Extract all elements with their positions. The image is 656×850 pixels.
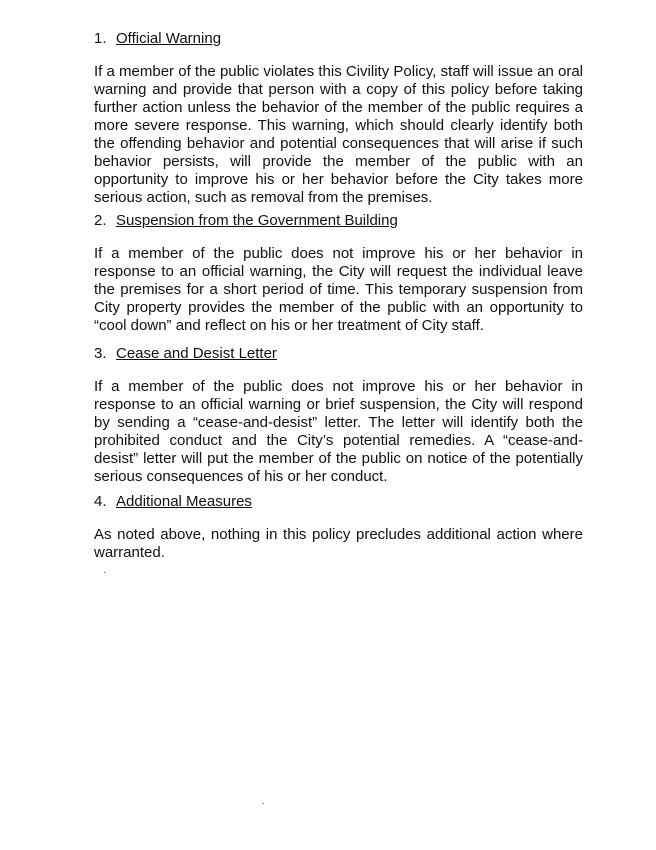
- section-number: 4.: [94, 493, 107, 510]
- section-number: 1.: [94, 30, 107, 47]
- section-suspension: [94, 212, 583, 335]
- scan-speck: [262, 803, 264, 804]
- section-heading: [94, 345, 583, 363]
- section-heading: [94, 493, 583, 511]
- scan-speck: [104, 572, 106, 573]
- section-title: Cease and Desist Letter: [116, 345, 277, 362]
- section-body: If a member of the public does not improve his or her behavior in response to an official warning, the City will request the individual leave the premises for a short period of time. This temporary suspension from City property provides the member of the public with an opportunity to “cool down” and reflect on his or her treatment of City staff.: [94, 245, 583, 334]
- section-number: 3.: [94, 345, 107, 362]
- section-heading: [94, 30, 583, 48]
- section-title: Additional Measures: [116, 493, 252, 510]
- section-cease-and-desist: [94, 345, 583, 486]
- section-heading: [94, 212, 583, 230]
- section-additional-measures: [94, 493, 583, 562]
- section-title: Official Warning: [116, 30, 222, 47]
- section-body: If a member of the public does not improve his or her behavior in response to an official warning or brief suspension, the City will respond by sending a “cease-and-desist” letter. The letter will identify both the prohibited conduct and the City’s potential remedies. A “cease-and-desist” letter will put the member of the public on notice of the potentially serious consequences of his or her conduct.: [94, 378, 583, 485]
- section-body: As noted above, nothing in this policy precludes additional action where warranted.: [94, 526, 583, 561]
- section-official-warning: [94, 30, 583, 207]
- section-body: If a member of the public violates this Civility Policy, staff will issue an oral warning and provide that person with a copy of this policy before taking further action unless the behavior of the member of the public requires a more severe response. This warning, which should clearly identify both the offending behavior and potential consequences that will arise if such behavior persists, will provide the member of the public with an opportunity to improve his or her behavior before the City takes more serious action, such as removal from the premises.: [94, 63, 583, 206]
- section-title: Suspension from the Government Building: [116, 212, 398, 229]
- section-number: 2.: [94, 212, 107, 229]
